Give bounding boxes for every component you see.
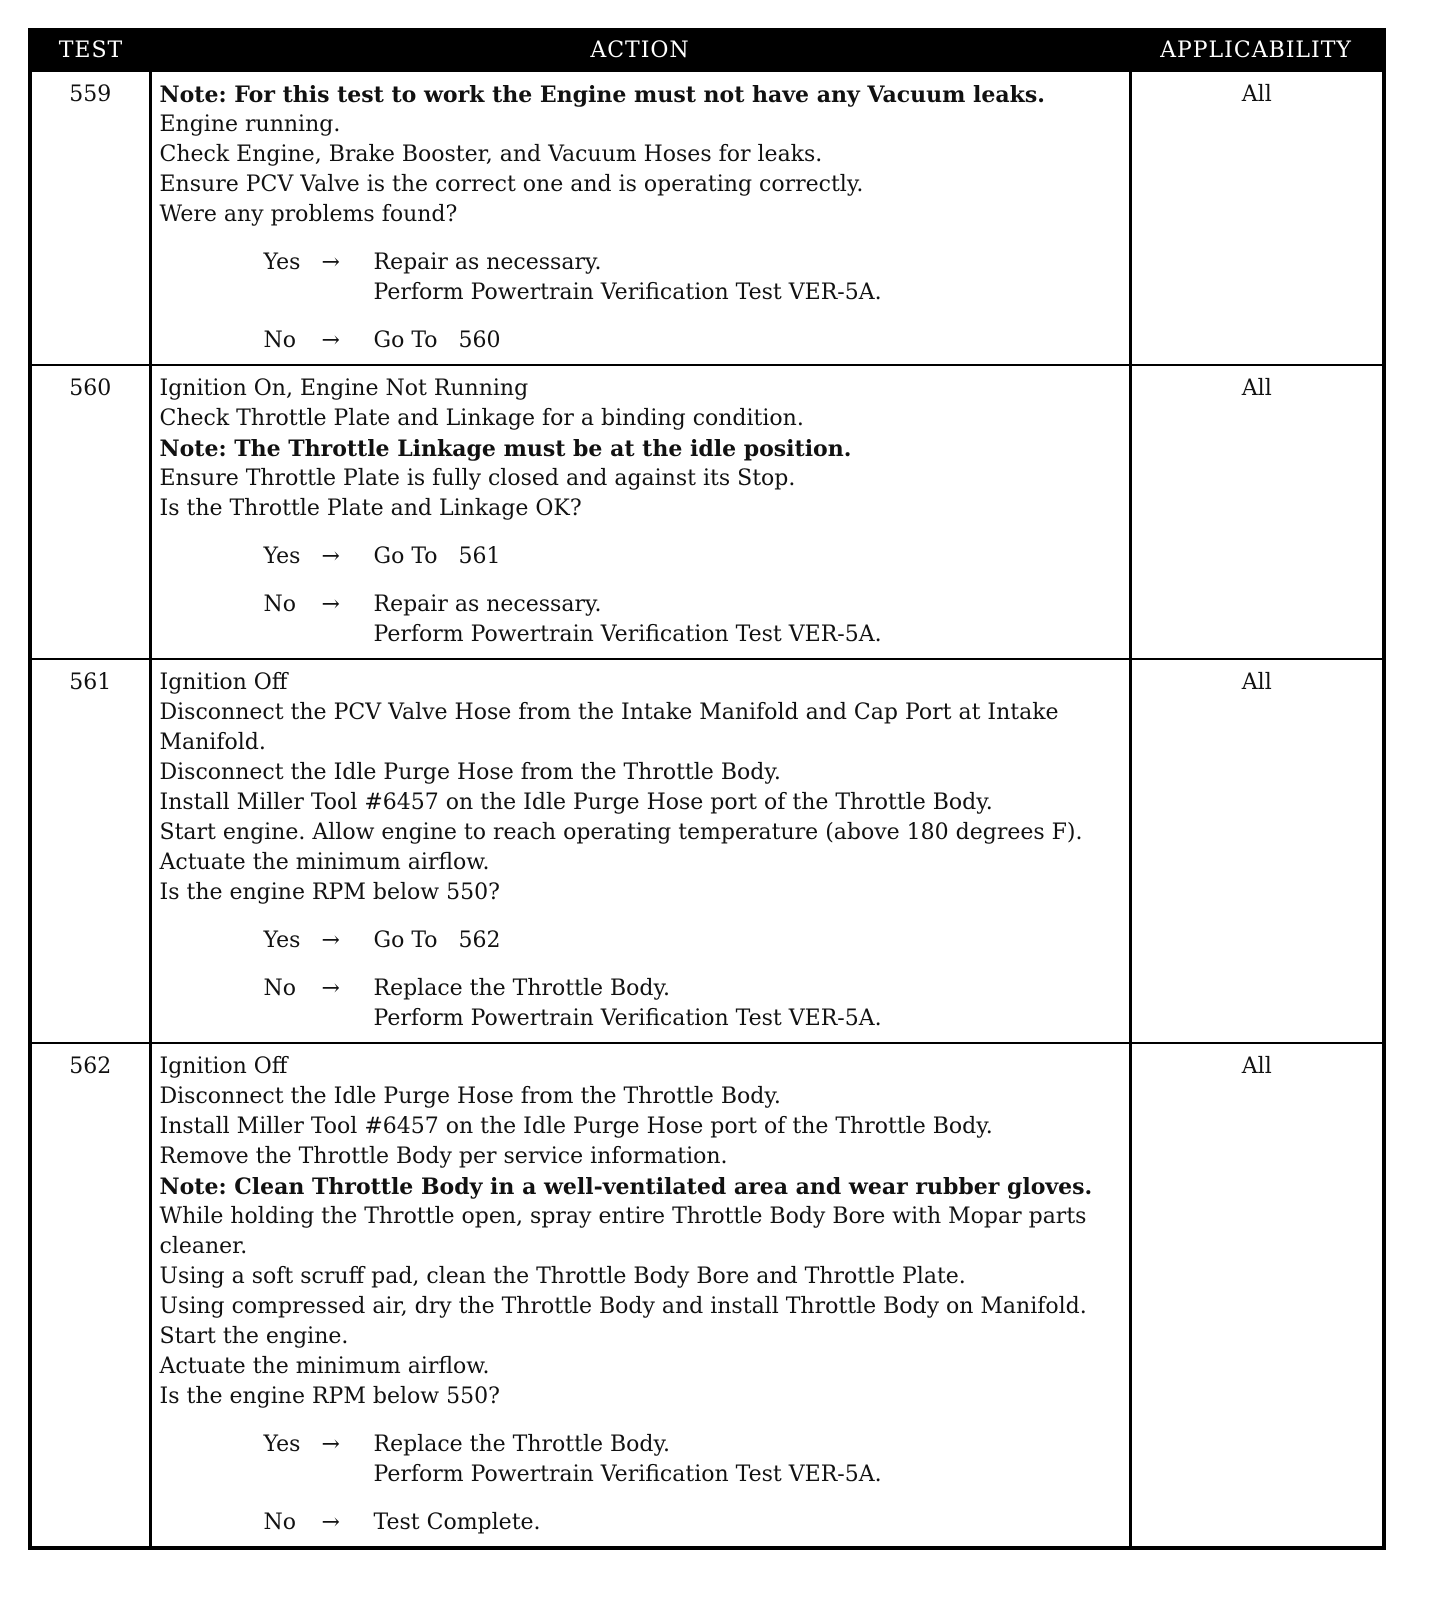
action-step: Ignition Off xyxy=(159,670,288,695)
action-step: Engine running. xyxy=(159,112,341,137)
outcome-result-line: Replace the Throttle Body. xyxy=(373,1432,671,1457)
outcome-results xyxy=(374,926,1121,956)
outcomes xyxy=(160,248,1121,356)
outcome-result-line: Replace the Throttle Body. xyxy=(373,976,671,1001)
action-step: Check Engine, Brake Booster, and Vacuum Hoses for leaks. xyxy=(159,142,823,167)
outcome-answer: No xyxy=(263,1510,296,1535)
action-note: Note: The Throttle Linkage must be at the idle position. xyxy=(159,436,852,462)
action-step: Disconnect the Idle Purge Hose from the Throttle Body. xyxy=(159,760,781,785)
test-row-560 xyxy=(30,365,1384,659)
action-step: Were any problems found? xyxy=(159,202,458,227)
right-arrow-icon: → xyxy=(321,544,340,569)
action-step: Disconnect the PCV Valve Hose from the Intake Manifold and Cap Port at Intake Manifold. xyxy=(159,700,1059,755)
outcome-yes xyxy=(264,248,1121,308)
outcome-no xyxy=(264,590,1121,650)
applicability: All xyxy=(1130,659,1384,1043)
action-step: Start engine. Allow engine to reach operating temperature (above 180 degrees F). xyxy=(159,820,1083,845)
applicability: All xyxy=(1130,1043,1384,1548)
action-step: Using compressed air, dry the Throttle Body and install Throttle Body on Manifold. xyxy=(159,1294,1087,1319)
action-step: While holding the Throttle open, spray entire Throttle Body Bore with Mopar parts cleaner. xyxy=(159,1204,1087,1259)
outcome-result-line: Perform Powertrain Verification Test VER-5A. xyxy=(373,280,882,305)
action-step: Ensure Throttle Plate is fully closed and against its Stop. xyxy=(159,466,796,491)
outcomes xyxy=(160,542,1121,650)
right-arrow-icon: → xyxy=(321,928,340,953)
test-number: 559 xyxy=(30,71,150,365)
outcome-answer: No xyxy=(263,976,296,1001)
diagnostic-test-table xyxy=(28,28,1386,1550)
outcome-answer: Yes xyxy=(263,250,301,275)
header-applicability: APPLICABILITY xyxy=(1130,30,1384,71)
right-arrow-icon: → xyxy=(321,592,340,617)
outcome-no xyxy=(264,974,1121,1034)
outcome-results xyxy=(374,1508,1121,1538)
outcome-results xyxy=(374,326,1121,356)
action-step: Start the engine. xyxy=(159,1324,349,1349)
action-step: Is the engine RPM below 550? xyxy=(159,1384,500,1409)
outcome-yes xyxy=(264,1430,1121,1490)
outcome-results xyxy=(374,590,1121,650)
outcome-results xyxy=(374,1430,1121,1490)
header-test: TEST xyxy=(30,30,150,71)
right-arrow-icon: → xyxy=(321,250,340,275)
action-step: Ignition Off xyxy=(159,1054,288,1079)
outcome-answer: Yes xyxy=(263,544,301,569)
right-arrow-icon: → xyxy=(321,1432,340,1457)
outcome-yes xyxy=(264,542,1121,572)
action-step: Install Miller Tool #6457 on the Idle Purge Hose port of the Throttle Body. xyxy=(159,790,993,815)
action-cell xyxy=(150,71,1130,365)
right-arrow-icon: → xyxy=(321,976,340,1001)
outcome-result-line: Perform Powertrain Verification Test VER-5A. xyxy=(373,622,882,647)
action-step: Actuate the minimum airflow. xyxy=(159,850,490,875)
outcome-no xyxy=(264,1508,1121,1538)
outcome-answer: No xyxy=(263,592,296,617)
outcomes xyxy=(160,926,1121,1034)
header-action: ACTION xyxy=(150,30,1130,71)
action-step: Actuate the minimum airflow. xyxy=(159,1354,490,1379)
header-row xyxy=(30,30,1384,71)
outcome-result-line: Perform Powertrain Verification Test VER-5A. xyxy=(373,1462,882,1487)
outcome-answer: Yes xyxy=(263,928,301,953)
outcome-result-line: Test Complete. xyxy=(373,1510,541,1535)
outcome-results xyxy=(374,542,1121,572)
test-row-561 xyxy=(30,659,1384,1043)
test-row-559 xyxy=(30,71,1384,365)
right-arrow-icon: → xyxy=(321,328,340,353)
right-arrow-icon: → xyxy=(321,1510,340,1535)
outcome-answer: No xyxy=(263,328,296,353)
applicability: All xyxy=(1130,365,1384,659)
outcomes xyxy=(160,1430,1121,1538)
action-step: Install Miller Tool #6457 on the Idle Purge Hose port of the Throttle Body. xyxy=(159,1114,993,1139)
test-number: 560 xyxy=(30,365,150,659)
test-row-562 xyxy=(30,1043,1384,1548)
action-cell xyxy=(150,365,1130,659)
outcome-result-line: Go To 561 xyxy=(373,544,501,569)
outcome-result-line: Repair as necessary. xyxy=(373,250,602,275)
action-note: Note: For this test to work the Engine must not have any Vacuum leaks. xyxy=(159,82,1045,108)
outcome-results xyxy=(374,974,1121,1034)
outcome-result-line: Go To 560 xyxy=(373,328,501,353)
action-step: Ignition On, Engine Not Running xyxy=(159,376,529,401)
outcome-no xyxy=(264,326,1121,356)
action-step: Using a soft scruff pad, clean the Throttle Body Bore and Throttle Plate. xyxy=(159,1264,966,1289)
outcome-result-line: Repair as necessary. xyxy=(373,592,602,617)
outcome-result-line: Go To 562 xyxy=(373,928,501,953)
table-body xyxy=(30,71,1384,1548)
outcome-result-line: Perform Powertrain Verification Test VER-5A. xyxy=(373,1006,882,1031)
action-step: Disconnect the Idle Purge Hose from the Throttle Body. xyxy=(159,1084,781,1109)
test-number: 561 xyxy=(30,659,150,1043)
table-header xyxy=(30,30,1384,71)
action-step: Ensure PCV Valve is the correct one and is operating correctly. xyxy=(159,172,864,197)
action-note: Note: Clean Throttle Body in a well-ventilated area and wear rubber gloves. xyxy=(159,1174,1093,1200)
test-number: 562 xyxy=(30,1043,150,1548)
action-step: Check Throttle Plate and Linkage for a binding condition. xyxy=(159,406,804,431)
action-cell xyxy=(150,659,1130,1043)
outcome-results xyxy=(374,248,1121,308)
action-cell xyxy=(150,1043,1130,1548)
outcome-answer: Yes xyxy=(263,1432,301,1457)
outcome-yes xyxy=(264,926,1121,956)
action-step: Is the engine RPM below 550? xyxy=(159,880,500,905)
action-step: Is the Throttle Plate and Linkage OK? xyxy=(159,496,582,521)
action-step: Remove the Throttle Body per service information. xyxy=(159,1144,728,1169)
applicability: All xyxy=(1130,71,1384,365)
